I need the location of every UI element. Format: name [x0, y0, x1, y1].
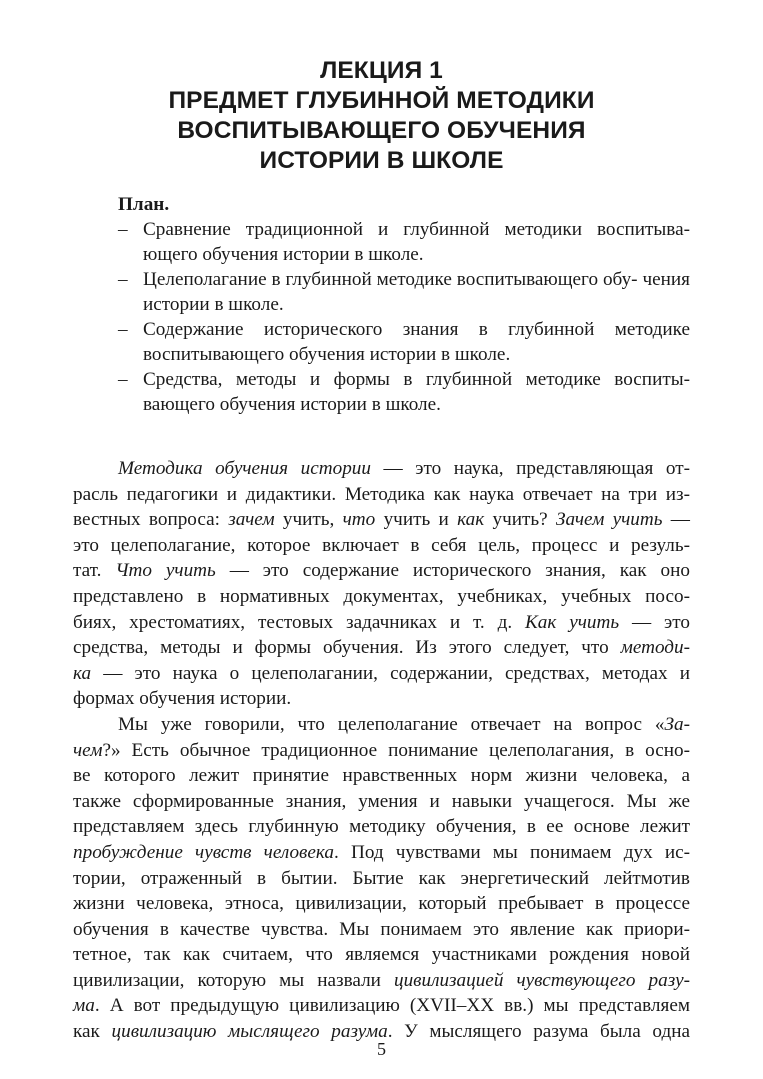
italic-term: что	[342, 509, 376, 531]
text-run: учить и	[375, 509, 458, 531]
lecture-heading	[0, 56, 763, 176]
text-run: —	[662, 509, 690, 531]
plan-title: План.	[118, 194, 170, 215]
body-line	[73, 738, 690, 764]
italic-term: ка	[73, 662, 92, 684]
text-run: цивилизации, которую мы назвали	[73, 969, 394, 991]
text-run: обучения в качестве чувства. Мы понимаем это явление как приори-	[73, 918, 690, 940]
body-line	[73, 456, 690, 482]
body-line	[73, 712, 690, 738]
text-run: расль педагогики и дидактики. Методика как наука отвечает на три из-	[73, 483, 690, 505]
plan-item-text: Содержание исторического знания в глубинной методике	[143, 319, 690, 340]
italic-term: чем	[73, 739, 103, 761]
body-line	[73, 917, 690, 943]
text-run: — это наука о целеполагании, содержании, средствах, методах и	[91, 662, 690, 684]
plan-item-text: Средства, методы и формы в глубинной методике воспиты-	[143, 369, 690, 390]
text-run: тетное, так как считаем, что являемся участниками рождения новой	[73, 944, 690, 966]
text-run: . Под чувствами мы понимаем дух ис-	[334, 841, 690, 863]
body-line	[73, 942, 690, 968]
text-run: Мы уже говорили, что целеполагание отвечает на вопрос «	[118, 713, 665, 735]
text-run: учить,	[274, 509, 343, 531]
body-text	[73, 456, 690, 1045]
text-run: . А вот предыдущую цивилизацию (XVII–XX вв.) мы представляем	[94, 995, 690, 1017]
plan-item	[118, 217, 690, 267]
italic-term: зачем	[228, 509, 275, 531]
italic-term: За-	[664, 713, 690, 735]
text-run: биях, хрестоматиях, тестовых задачниках и т. д.	[73, 611, 526, 633]
plan-item	[118, 317, 690, 367]
italic-term: Как учить	[525, 611, 620, 633]
plan-item	[118, 267, 690, 317]
body-line	[73, 840, 690, 866]
heading-line: ВОСПИТЫВАЮЩЕГО ОБУЧЕНИЯ	[177, 117, 586, 144]
list-dash: –	[118, 269, 128, 290]
body-line	[73, 610, 690, 636]
text-run: ве которого лежит принятие нравственных норм жизни человека, а	[73, 765, 690, 787]
italic-term: цивилизацию мыслящего разума	[111, 1021, 388, 1043]
plan-item-text: Сравнение традиционной и глубинной методики воспитыва-	[143, 219, 690, 240]
plan-item-text: Целеполагание в глубинной методике воспитывающего обу-	[143, 269, 638, 290]
body-line	[73, 635, 690, 661]
body-line	[73, 968, 690, 994]
italic-term: ма	[73, 995, 95, 1017]
plan-item	[118, 367, 690, 417]
text-run: тории, отраженный в бытии. Бытие как энергетический лейтмотив	[73, 867, 690, 889]
body-line	[73, 661, 690, 687]
text-run: учить?	[484, 509, 557, 531]
body-line	[73, 866, 690, 892]
text-run: тат.	[73, 560, 116, 582]
italic-term: Методика обучения истории	[118, 458, 371, 479]
text-run: представляем здесь глубинную методику обучения, в ее основе лежит	[73, 816, 690, 838]
body-line	[73, 533, 690, 559]
text-run: . У мыслящего разума была одна	[387, 1021, 690, 1043]
body-line	[73, 814, 690, 840]
text-run: средства, методы и формы обучения. Из этого следует, что	[73, 637, 621, 659]
body-line	[73, 558, 690, 584]
body-line	[73, 482, 690, 508]
plan-item-text: ющего обучения истории в школе.	[143, 244, 424, 265]
text-run: формах обучения истории.	[73, 688, 292, 710]
body-line	[73, 584, 690, 610]
body-line	[73, 686, 690, 712]
text-run: представлено в нормативных документах, учебниках, учебных посо-	[73, 585, 690, 607]
body-line	[73, 891, 690, 917]
text-run: ?» Есть обычное традиционное понимание целеполагания, в осно-	[102, 739, 690, 761]
text-run: — это наука, представляющая от-	[370, 458, 690, 479]
text-run: вестных вопроса:	[73, 509, 229, 531]
heading-line: ПРЕДМЕТ ГЛУБИННОЙ МЕТОДИКИ	[168, 87, 595, 114]
italic-term: как	[457, 509, 485, 531]
text-run: жизни человека, этноса, цивилизации, который пребывает в процессе	[73, 893, 690, 915]
plan-item-text: вающего обучения истории в школе.	[143, 394, 441, 415]
body-line	[73, 507, 690, 533]
plan-item-text: воспитывающего обучения истории в школе.	[143, 344, 511, 365]
italic-term: пробуждение чувств человека	[73, 841, 334, 863]
text-run: как	[73, 1021, 112, 1043]
body-line	[73, 763, 690, 789]
plan-item-text: чения истории в школе.	[143, 269, 691, 315]
list-dash: –	[118, 219, 128, 240]
text-run: — это содержание исторического знания, как оно	[215, 560, 690, 582]
heading-line: ЛЕКЦИЯ 1	[320, 57, 443, 84]
page-number: 5	[377, 1039, 386, 1059]
heading-line: ИСТОРИИ В ШКОЛЕ	[259, 147, 504, 174]
list-dash: –	[118, 369, 128, 390]
text-run: это целеполагание, которое включает в себя цель, процесс и резуль-	[73, 534, 690, 556]
list-dash: –	[118, 319, 128, 340]
text-run: также сформированные знания, умения и навыки учащегося. Мы же	[73, 790, 690, 812]
text-run: — это	[619, 611, 690, 633]
body-line	[73, 993, 690, 1019]
italic-term: Зачем учить	[556, 509, 663, 531]
italic-term: Что учить	[115, 560, 216, 582]
lecture-plan	[118, 192, 690, 417]
body-line	[73, 789, 690, 815]
italic-term: цивилизацией чувствующего разу-	[393, 969, 690, 991]
italic-term: методи-	[620, 637, 690, 659]
